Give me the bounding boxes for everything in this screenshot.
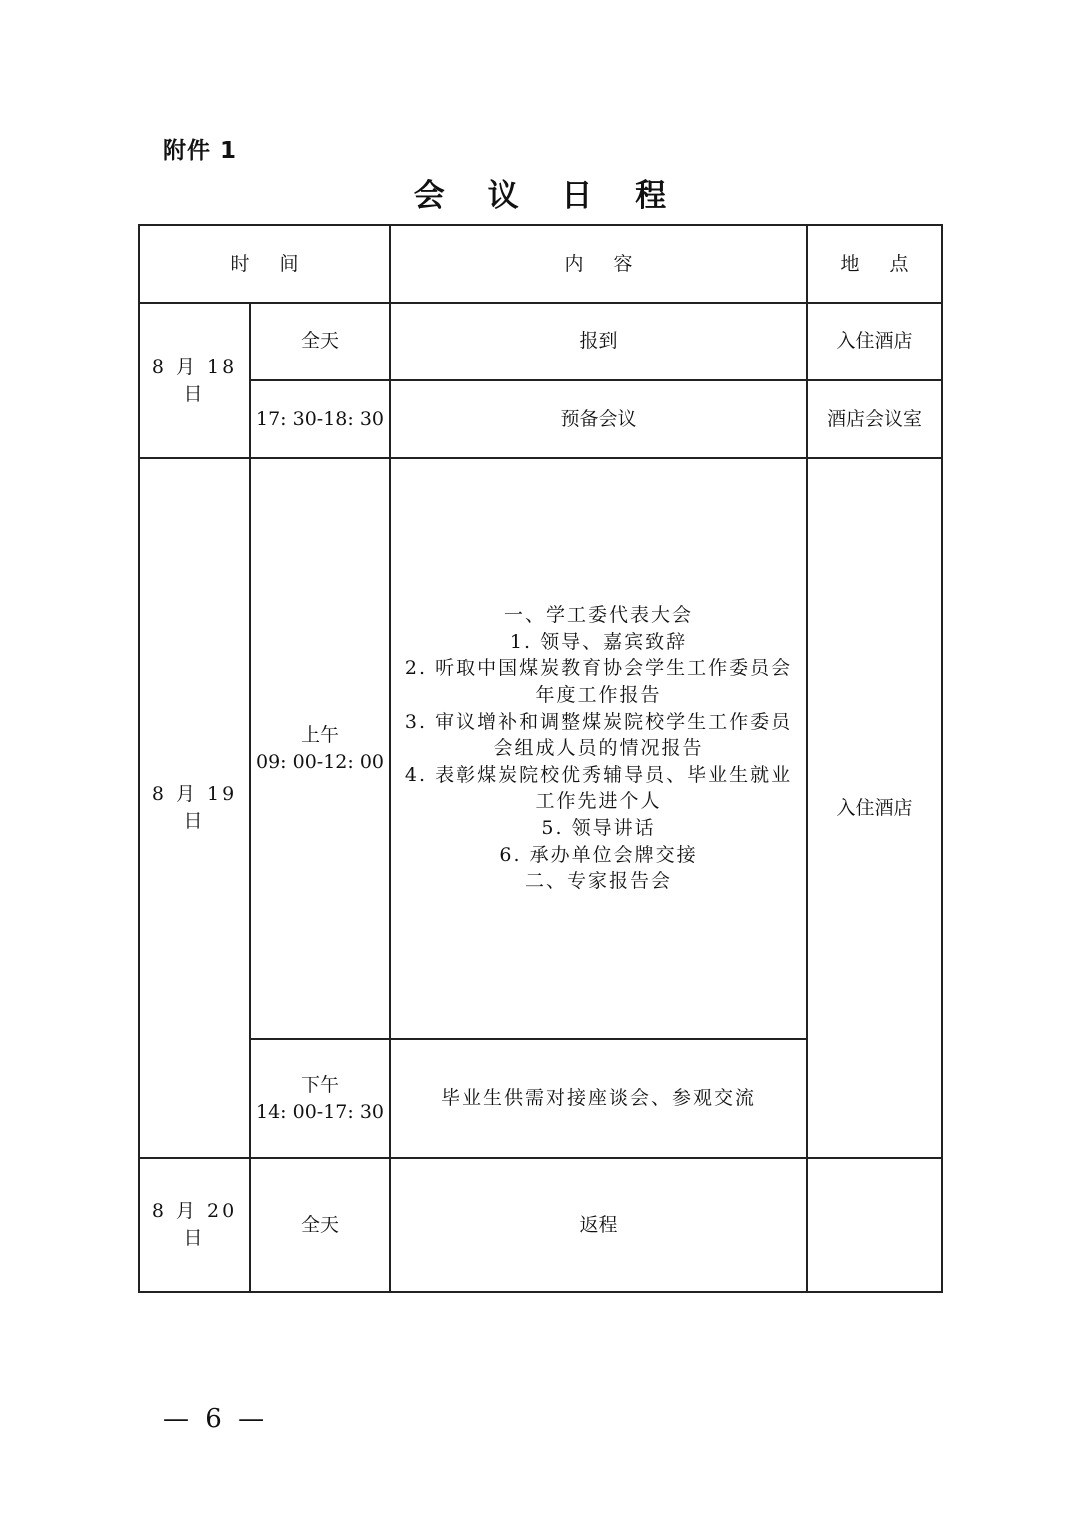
time-cell-morning [250,458,390,1039]
afternoon-period: 下午 [301,1073,340,1096]
time-cell-afternoon [250,1039,390,1158]
table-row [139,380,942,458]
agenda-line: 二、专家报告会 [525,870,673,893]
time-cell: 全天 [250,303,390,380]
agenda-line: 4. 表彰煤炭院校优秀辅导员、毕业生就业 [404,763,793,786]
header-content: 内 容 [390,225,807,303]
schedule-table [138,224,943,1293]
agenda-line: 6. 承办单位会牌交接 [499,843,698,866]
agenda-line: 年度工作报告 [535,684,662,707]
table-header-row [139,225,942,303]
content-cell: 预备会议 [390,380,807,458]
content-cell: 返程 [390,1158,807,1292]
header-time: 时 间 [139,225,390,303]
afternoon-time: 14: 00-17: 30 [256,1100,385,1123]
agenda-line: 一、学工委代表大会 [504,604,694,627]
time-cell: 17: 30-18: 30 [250,380,390,458]
table-row [139,1158,942,1292]
morning-period: 上午 [301,723,340,746]
morning-agenda [390,458,807,1039]
location-cell: 入住酒店 [807,303,942,380]
location-cell: 酒店会议室 [807,380,942,458]
agenda-line: 会组成人员的情况报告 [493,737,704,760]
time-cell: 全天 [250,1158,390,1292]
agenda-line: 工作先进个人 [535,790,662,813]
content-cell: 报到 [390,303,807,380]
page-number: — 6 — [163,1404,269,1434]
date-cell-day2: 8 月 19 日 [139,458,250,1158]
table-row [139,303,942,380]
agenda-line: 1. 领导、嘉宾致辞 [509,630,688,653]
location-cell [807,1158,942,1292]
morning-time: 09: 00-12: 00 [256,750,385,773]
agenda-line: 3. 审议增补和调整煤炭院校学生工作委员 [404,710,793,733]
document-title: 会 议 日 程 [413,178,683,214]
header-location: 地 点 [807,225,942,303]
attachment-label: 附件 1 [163,138,238,164]
date-cell-day3: 8 月 20 日 [139,1158,250,1292]
table-row [139,458,942,1039]
agenda-line: 5. 领导讲话 [541,816,656,839]
agenda-line: 2. 听取中国煤炭教育协会学生工作委员会 [404,657,793,680]
date-cell-day1: 8 月 18 日 [139,303,250,458]
location-cell-day2: 入住酒店 [807,458,942,1158]
afternoon-content: 毕业生供需对接座谈会、参观交流 [390,1039,807,1158]
